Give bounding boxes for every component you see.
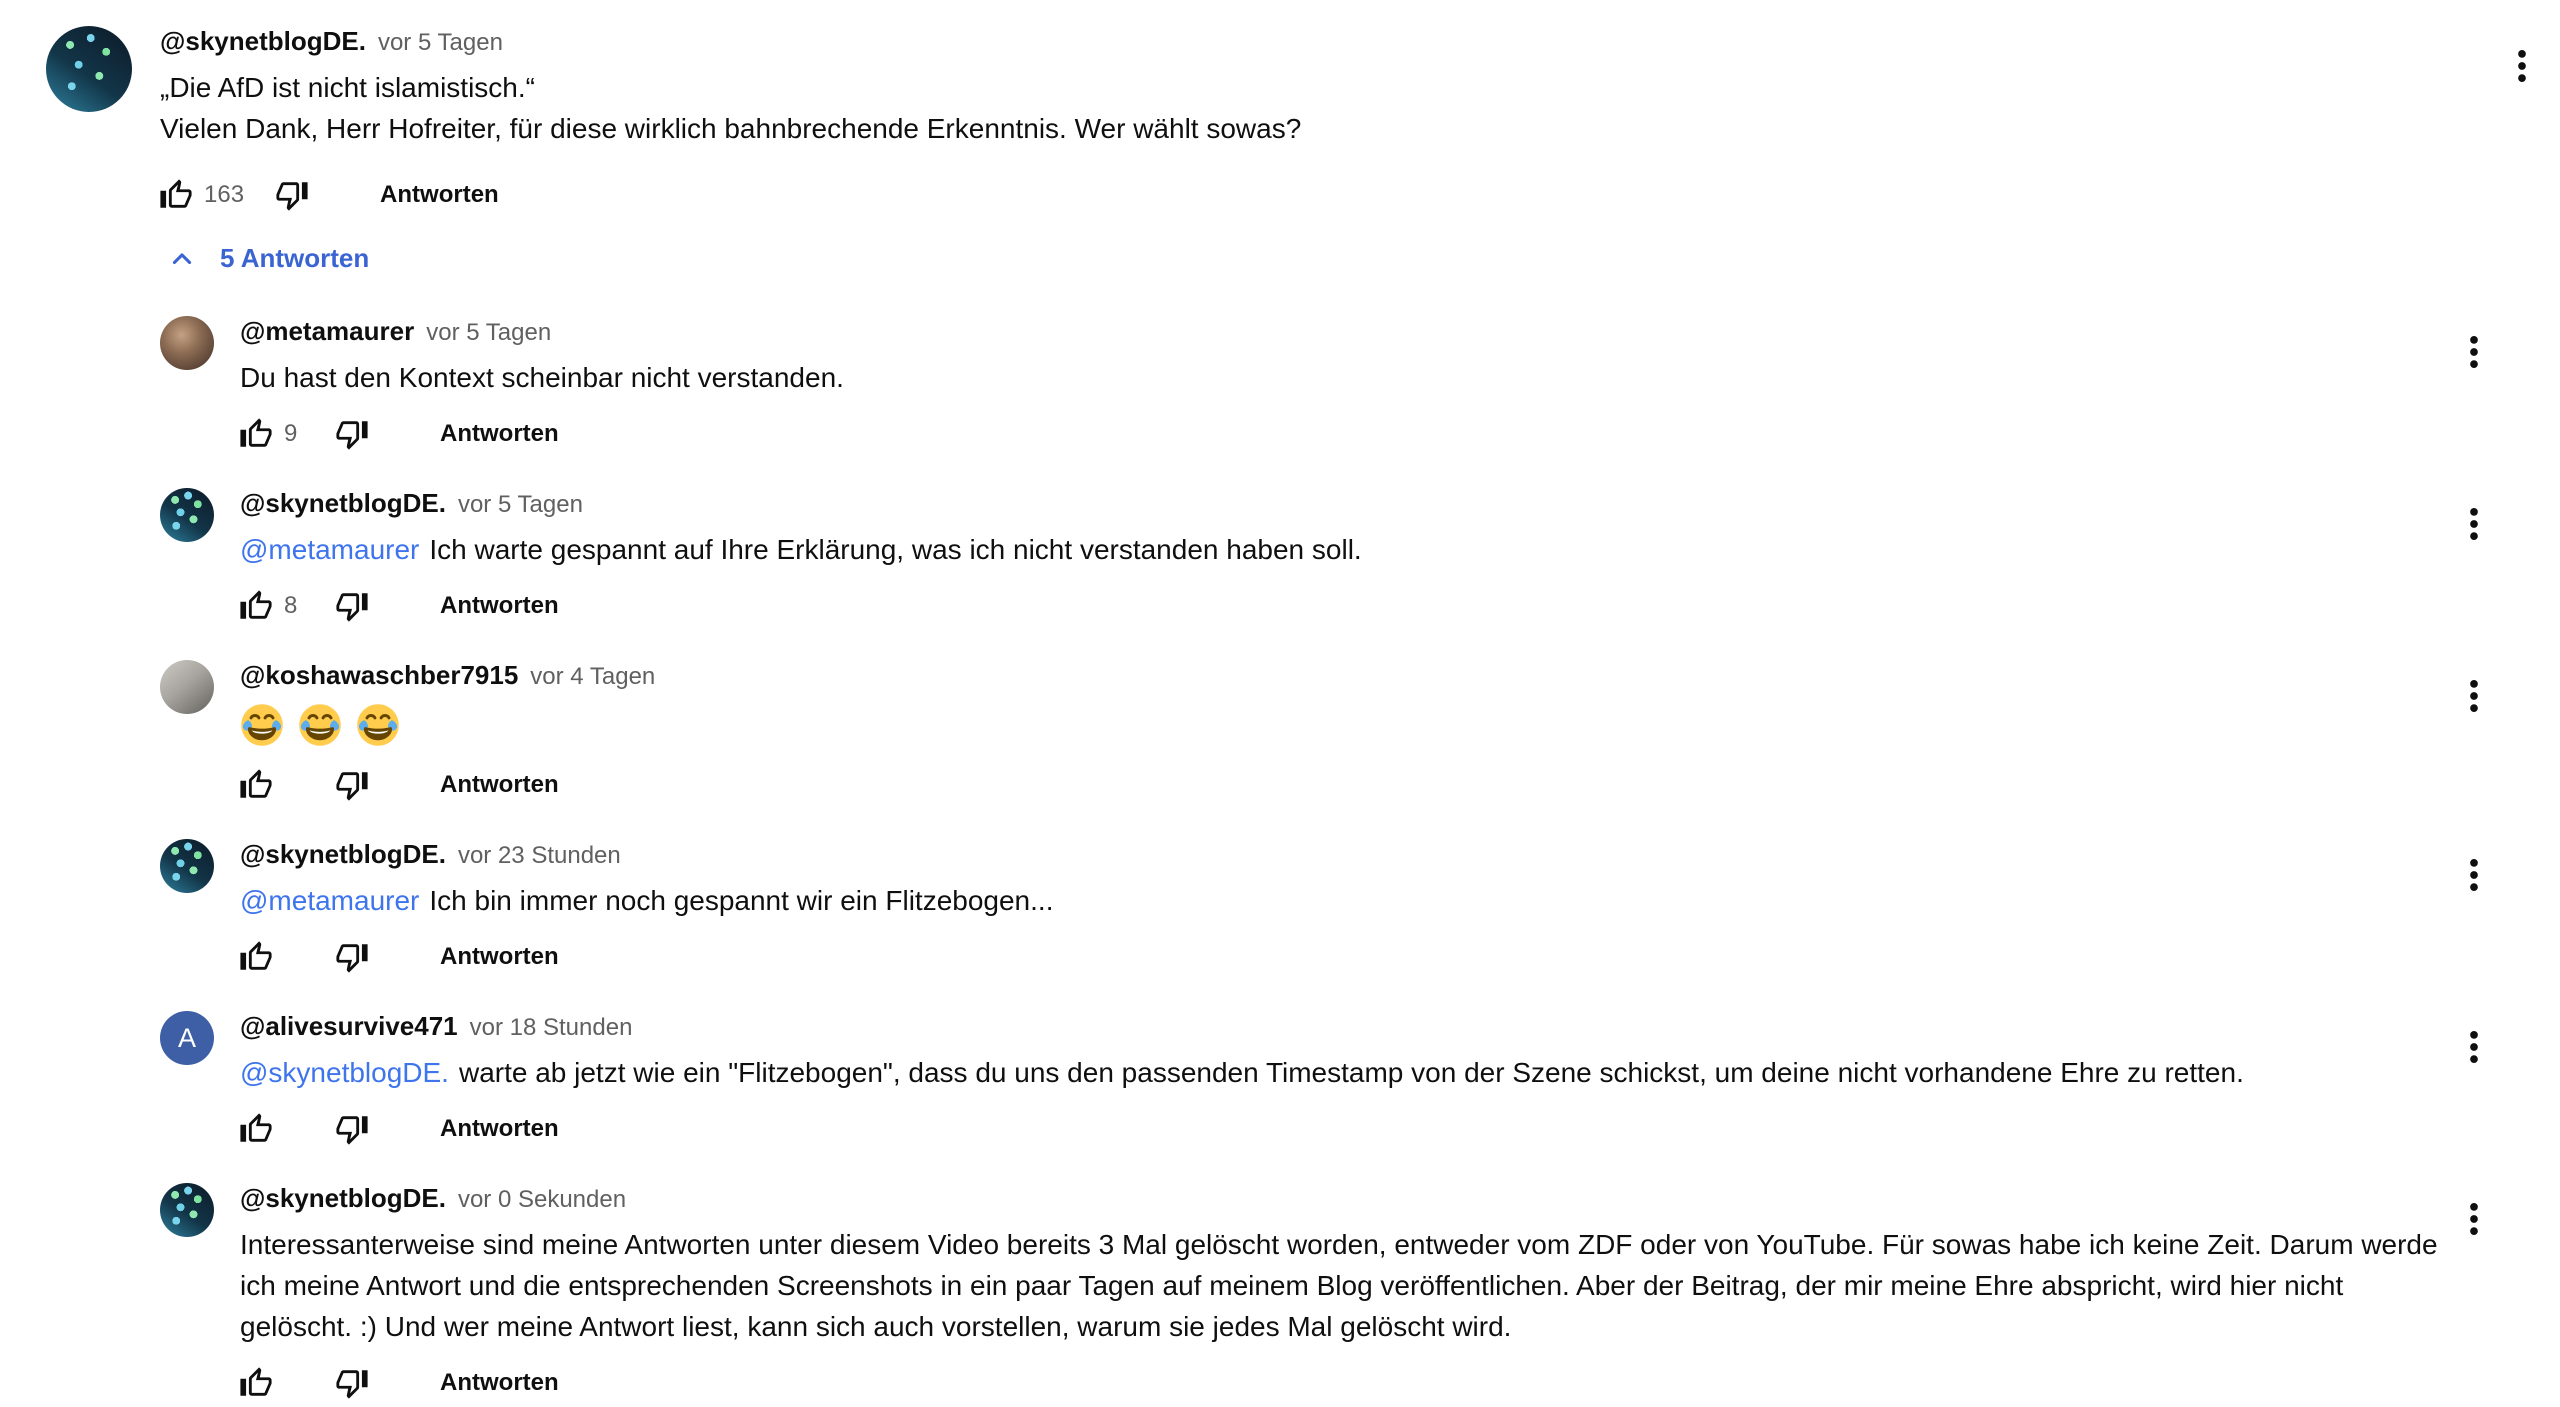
thumbs-up-icon: [239, 417, 273, 451]
joy-emoji: [240, 703, 284, 747]
dislike-button[interactable]: [330, 763, 374, 807]
avatar[interactable]: [160, 1183, 214, 1237]
reply-item: [160, 839, 2498, 981]
thumbs-down-icon: [275, 178, 309, 212]
kebab-menu-icon: [2500, 44, 2544, 88]
reply-item: [160, 1183, 2498, 1407]
reply-button[interactable]: Antworten: [426, 582, 573, 630]
comment-menu-button[interactable]: [2450, 1195, 2498, 1243]
dislike-button[interactable]: [330, 584, 374, 628]
comment-menu-button[interactable]: [2450, 851, 2498, 899]
thumbs-down-icon: [335, 417, 369, 451]
comment-timestamp[interactable]: vor 18 Stunden: [469, 1014, 633, 1041]
thumbs-down-icon: [335, 1366, 369, 1400]
thumbs-up-icon: [239, 589, 273, 623]
comment-author[interactable]: @skynetblogDE.: [160, 26, 366, 56]
dislike-button[interactable]: [330, 412, 374, 456]
avatar[interactable]: A: [160, 1011, 214, 1065]
kebab-menu-icon: [2452, 1197, 2496, 1241]
like-count: 163: [204, 181, 245, 208]
comment-menu-button[interactable]: [2498, 42, 2546, 90]
comment-timestamp[interactable]: vor 5 Tagen: [377, 29, 503, 56]
dislike-button[interactable]: [270, 173, 314, 217]
like-button[interactable]: [234, 1107, 278, 1151]
dislike-button[interactable]: [330, 935, 374, 979]
thumbs-down-icon: [335, 589, 369, 623]
comment-header: [160, 26, 2498, 57]
reply-button[interactable]: Antworten: [366, 171, 513, 219]
comment-timestamp[interactable]: vor 0 Sekunden: [457, 1186, 627, 1213]
thumbs-up-icon: [239, 940, 273, 974]
reply-button[interactable]: Antworten: [426, 1359, 573, 1407]
comment-text: [240, 880, 2450, 921]
comment-text: Interessanterweise sind meine Antworten unter diesem Video bereits 3 Mal gelöscht worden, entweder vom ZDF oder von YouTube. Für sowas habe ich keine Zeit. Darum werde ich meine Antwort und die entsprechenden Screenshots in ein paar Tagen auf meinem Blog veröffentlichen. Aber der Beitrag, der mir meine Ehre abspricht, wird hier nicht gelöscht. :) Und wer meine Antwort liest, kann sich auch vorstellen, warum sie jedes Mal gelöscht wird.: [240, 1229, 2438, 1342]
replies-toggle[interactable]: [160, 231, 377, 286]
reply-item: [160, 1011, 2498, 1153]
reply-button[interactable]: Antworten: [426, 761, 573, 809]
avatar[interactable]: [160, 488, 214, 542]
thumbs-down-icon: [335, 1112, 369, 1146]
thumbs-up-icon: [239, 1112, 273, 1146]
comment-text: [160, 67, 2390, 149]
comment-timestamp[interactable]: vor 5 Tagen: [426, 319, 552, 346]
kebab-menu-icon: [2452, 674, 2496, 718]
comment-author[interactable]: @metamaurer: [240, 316, 415, 346]
like-button[interactable]: [234, 763, 278, 807]
dislike-button[interactable]: [330, 1107, 374, 1151]
dislike-button[interactable]: [330, 1361, 374, 1405]
thumbs-up-icon: [239, 768, 273, 802]
comment-timestamp[interactable]: vor 4 Tagen: [530, 663, 656, 690]
like-button[interactable]: [234, 1361, 278, 1405]
avatar[interactable]: [160, 660, 214, 714]
like-button[interactable]: [234, 412, 278, 456]
joy-emoji: [298, 703, 342, 747]
like-count: 8: [284, 592, 298, 619]
mention-link[interactable]: @metamaurer: [240, 534, 420, 565]
comment-text-line: Vielen Dank, Herr Hofreiter, für diese wirklich bahnbrechende Erkenntnis. Wer wählt sowas?: [160, 113, 1302, 144]
like-button[interactable]: [234, 935, 278, 979]
comment-author[interactable]: @koshawaschber7915: [240, 660, 519, 690]
comment-menu-button[interactable]: [2450, 328, 2498, 376]
comment-text: [240, 1052, 2450, 1093]
like-button[interactable]: [234, 584, 278, 628]
reply-button[interactable]: Antworten: [426, 410, 573, 458]
comment-text: [240, 701, 2450, 749]
comment-menu-button[interactable]: [2450, 1023, 2498, 1071]
thumbs-up-icon: [239, 1366, 273, 1400]
like-button[interactable]: [154, 173, 198, 217]
reply-item: [160, 488, 2498, 630]
comment-text-line: „Die AfD ist nicht islamistisch.“: [160, 72, 535, 103]
comment-text-span: warte ab jetzt wie ein "Flitzebogen", dass du uns den passenden Timestamp von der Szene schickst, um deine nicht vorhandene Ehre zu retten.: [458, 1057, 2244, 1088]
replies-toggle-label: 5 Antworten: [220, 243, 370, 273]
thumbs-down-icon: [335, 768, 369, 802]
kebab-menu-icon: [2452, 330, 2496, 374]
kebab-menu-icon: [2452, 853, 2496, 897]
avatar[interactable]: [160, 839, 214, 893]
reply-button[interactable]: Antworten: [426, 933, 573, 981]
mention-link[interactable]: @skynetblogDE.: [240, 1057, 449, 1088]
kebab-menu-icon: [2452, 1025, 2496, 1069]
comment-menu-button[interactable]: [2450, 672, 2498, 720]
mention-link[interactable]: @metamaurer: [240, 885, 420, 916]
reply-item: [160, 660, 2498, 809]
comment-text-span: Ich bin immer noch gespannt wir ein Flitzebogen...: [429, 885, 1054, 916]
comment-text: Du hast den Kontext scheinbar nicht verstanden.: [240, 362, 844, 393]
comment-timestamp[interactable]: vor 23 Stunden: [457, 842, 621, 869]
chevron-up-icon: [168, 245, 196, 273]
comment-actions: [154, 169, 2498, 221]
joy-emoji: [356, 703, 400, 747]
thumbs-up-icon: [159, 178, 193, 212]
reply-button[interactable]: Antworten: [426, 1105, 573, 1153]
comment-menu-button[interactable]: [2450, 500, 2498, 548]
reply-item: [160, 316, 2498, 458]
comment-author[interactable]: @alivesurvive471: [240, 1011, 458, 1041]
comment-author[interactable]: @skynetblogDE.: [240, 488, 446, 518]
avatar[interactable]: [46, 26, 132, 112]
thumbs-down-icon: [335, 940, 369, 974]
comment-author[interactable]: @skynetblogDE.: [240, 1183, 446, 1213]
comment-timestamp[interactable]: vor 5 Tagen: [457, 491, 583, 518]
kebab-menu-icon: [2452, 502, 2496, 546]
comment-author[interactable]: @skynetblogDE.: [240, 839, 446, 869]
comment-text-span: Ich warte gespannt auf Ihre Erklärung, was ich nicht verstanden haben soll.: [429, 534, 1362, 565]
avatar[interactable]: [160, 316, 214, 370]
comment-text: [240, 529, 2450, 570]
like-count: 9: [284, 420, 298, 447]
